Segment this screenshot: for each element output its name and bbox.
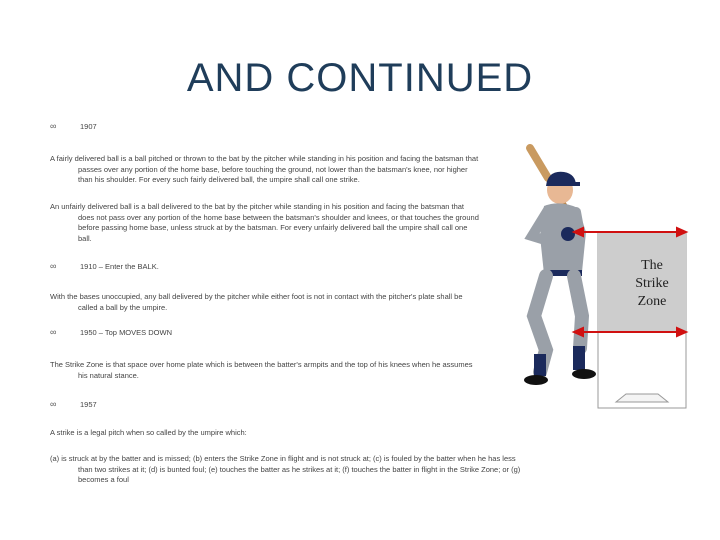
bullet-text: 1950 – Top MOVES DOWN — [80, 328, 172, 337]
paragraph-strike-zone-1950: The Strike Zone is that space over home plate which is between the batter's armpits and the top of his knees when he assumes his natural stance. — [50, 360, 473, 380]
home-plate-icon — [616, 394, 668, 402]
paragraph-balk: With the bases unoccupied, any ball delivered by the pitcher while either foot is not in contact with the pitcher's plate shall be called a ball by the umpire. — [50, 292, 463, 312]
bullet-marker-icon: ∞ — [50, 261, 57, 271]
bullet-marker-icon: ∞ — [50, 327, 57, 337]
strike-zone-label-line3: Zone — [637, 294, 667, 309]
bullet-marker-icon: ∞ — [50, 399, 57, 409]
bullet-text: 1907 — [80, 122, 97, 131]
strike-zone-label-line1: The — [641, 258, 663, 273]
bullet-text: 1957 — [80, 400, 97, 409]
paragraph-fair-ball: A fairly delivered ball is a ball pitched or thrown to the bat by the pitcher while standing in his position and facing the batsman that passes over any portion of the home base, before touching the ground, not lower than the batsman's knee, nor higher than his shoulder. For every such fairly delivered ball, the umpire shall call one strike. — [50, 154, 479, 184]
slide-title: AND CONTINUED — [186, 56, 534, 100]
strike-zone-illustration — [488, 140, 698, 410]
paragraph-strike-definition: A strike is a legal pitch when so called by the umpire which: — [50, 428, 247, 437]
bullet-marker-icon: ∞ — [50, 121, 57, 131]
paragraph-strike-conditions: (a) is struck at by the batter and is missed; (b) enters the Strike Zone in flight and is not struck at; (c) is fouled by the batter when he has less than two strikes at it; (d) is bunted foul; (e) touches the batter as he strikes at it; (f) touches the batter in flight in the Strike Zone; or (g) becomes a foul — [50, 454, 521, 484]
bullet-text: 1910 – Enter the BALK. — [80, 262, 159, 271]
strike-zone-label-line2: Strike — [635, 276, 669, 291]
batter-figure-icon — [524, 172, 596, 385]
paragraph-unfair-ball: An unfairly delivered ball is a ball delivered to the bat by the pitcher while standing in his position and facing the batsman that does not pass over any portion of the home base between the batsman's shoulder and knees, or that touches the ground before passing home base, unless struck at by the batsman. For every unfairly delivered ball the umpire shall call one ball. — [50, 202, 479, 243]
